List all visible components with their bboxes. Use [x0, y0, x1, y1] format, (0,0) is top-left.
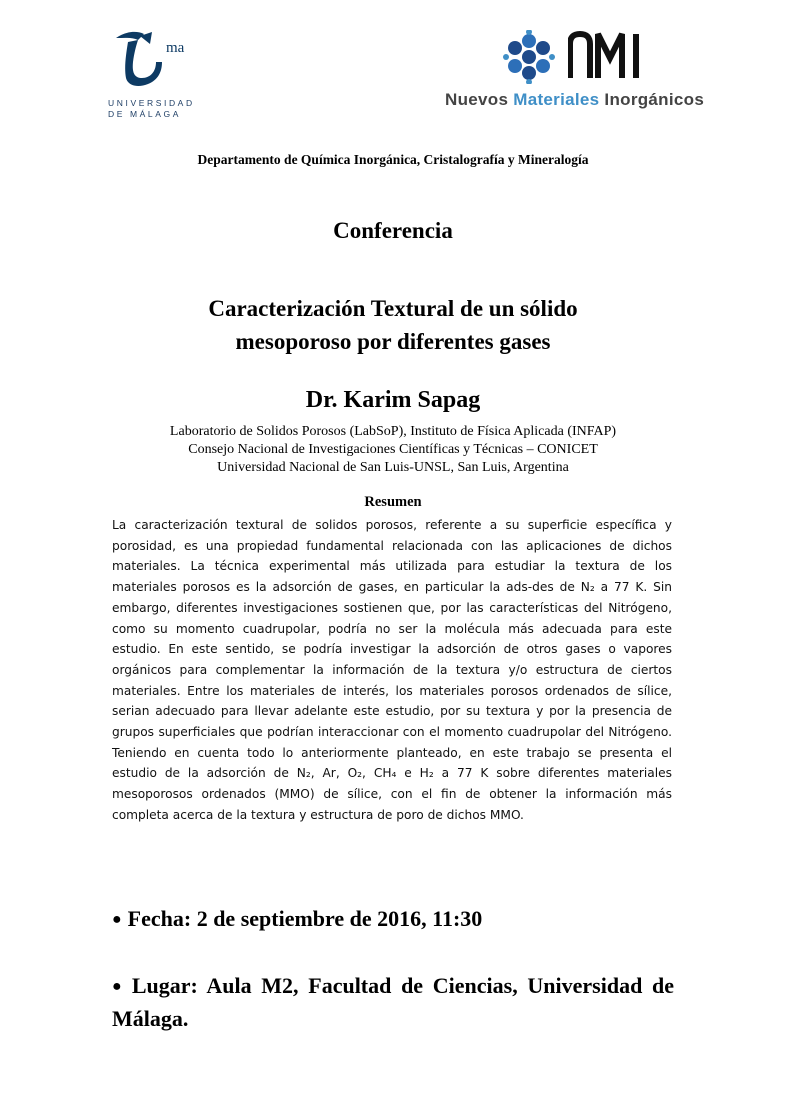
uma-name [108, 98, 195, 120]
event-location [112, 970, 674, 1035]
speaker-name: Dr. Karim Sapag [305, 387, 481, 413]
event-type-heading: Conferencia [333, 218, 453, 243]
uma-logo [108, 28, 218, 123]
nmi-title-part2: Materiales [513, 90, 605, 109]
abstract-text: La caracterización textural de solidos porosos, referente a su superficie específica y porosidad, es una propiedad fundamental relacionada con las aplicaciones de dichos materiales. La técnica experimental más utilizada para estudiar la textura de los materiales porosos es la adsorción de gases, en particular la ads-des de N₂ a 77 K. Sin embargo, diferentes investigaciones sostienen que, por las características del Nitrógeno, como su momento cuadrupolar, podría no ser la molécula más adecuada para este estudio. En este sentido, se podría investigar la adsorción de otros gases o vapores orgánicos para complementar la información de la textura y/o estructura de ciertos materiales. Entre los materiales de interés, los materiales porosos ordenados de sílice, serian adecuado para llevar adelante este estudio, por su textura y por la presencia de grupos superficiales que podrían interaccionar con el momento cuadrupolar del Nitrógeno. Teniendo en cuenta todo lo anteriormente planteado, en este trabajo se presenta el estudio de la adsorción de N₂, Ar, O₂, CH₄ e H₂ a 77 K sobre diferentes materiales mesoporosos ordenados (MMO) de sílice, con el fin de obtener la información más completa acerca de la textura y estructura de poro de dichos MMO. [112, 518, 672, 822]
uma-superscript: ma [166, 40, 185, 56]
affiliation-line: Universidad Nacional de San Luis-UNSL, San Luis, Argentina [217, 460, 569, 475]
nmi-flower-icon [502, 30, 556, 84]
abstract-heading: Resumen [364, 494, 422, 510]
speaker-affiliation [0, 423, 786, 477]
nmi-title [445, 90, 704, 110]
talk-title-line2: mesoporoso por diferentes gases [235, 329, 551, 354]
nmi-title-part1: Nuevos [445, 90, 514, 109]
bullet-icon: ● [112, 911, 122, 928]
event-date [112, 906, 682, 932]
affiliation-line: Consejo Nacional de Investigaciones Científicas y Técnicas – CONICET [188, 442, 598, 457]
uma-name-line1: UNIVERSIDAD [108, 98, 195, 108]
uma-emblem-icon [114, 28, 170, 90]
nmi-title-part3: Inorgánicos [604, 90, 705, 109]
nmi-logo [440, 26, 740, 116]
talk-title [0, 292, 786, 358]
department-heading: Departamento de Química Inorgánica, Cristalografía y Mineralogía [197, 152, 589, 167]
bullet-icon: ● [112, 978, 126, 995]
affiliation-line: Laboratorio de Solidos Porosos (LabSoP), Instituto de Física Aplicada (INFAP) [169, 424, 617, 439]
event-location-text: Lugar: Aula M2, Facultad de Ciencias, Universidad de Málaga. [112, 973, 675, 1031]
nmi-letters-icon [568, 28, 648, 80]
talk-title-line1: Caracterización Textural de un sólido [208, 296, 578, 321]
event-date-text: Fecha: 2 de septiembre de 2016, 11:30 [127, 906, 483, 931]
uma-name-line2: DE MÁLAGA [108, 109, 181, 119]
